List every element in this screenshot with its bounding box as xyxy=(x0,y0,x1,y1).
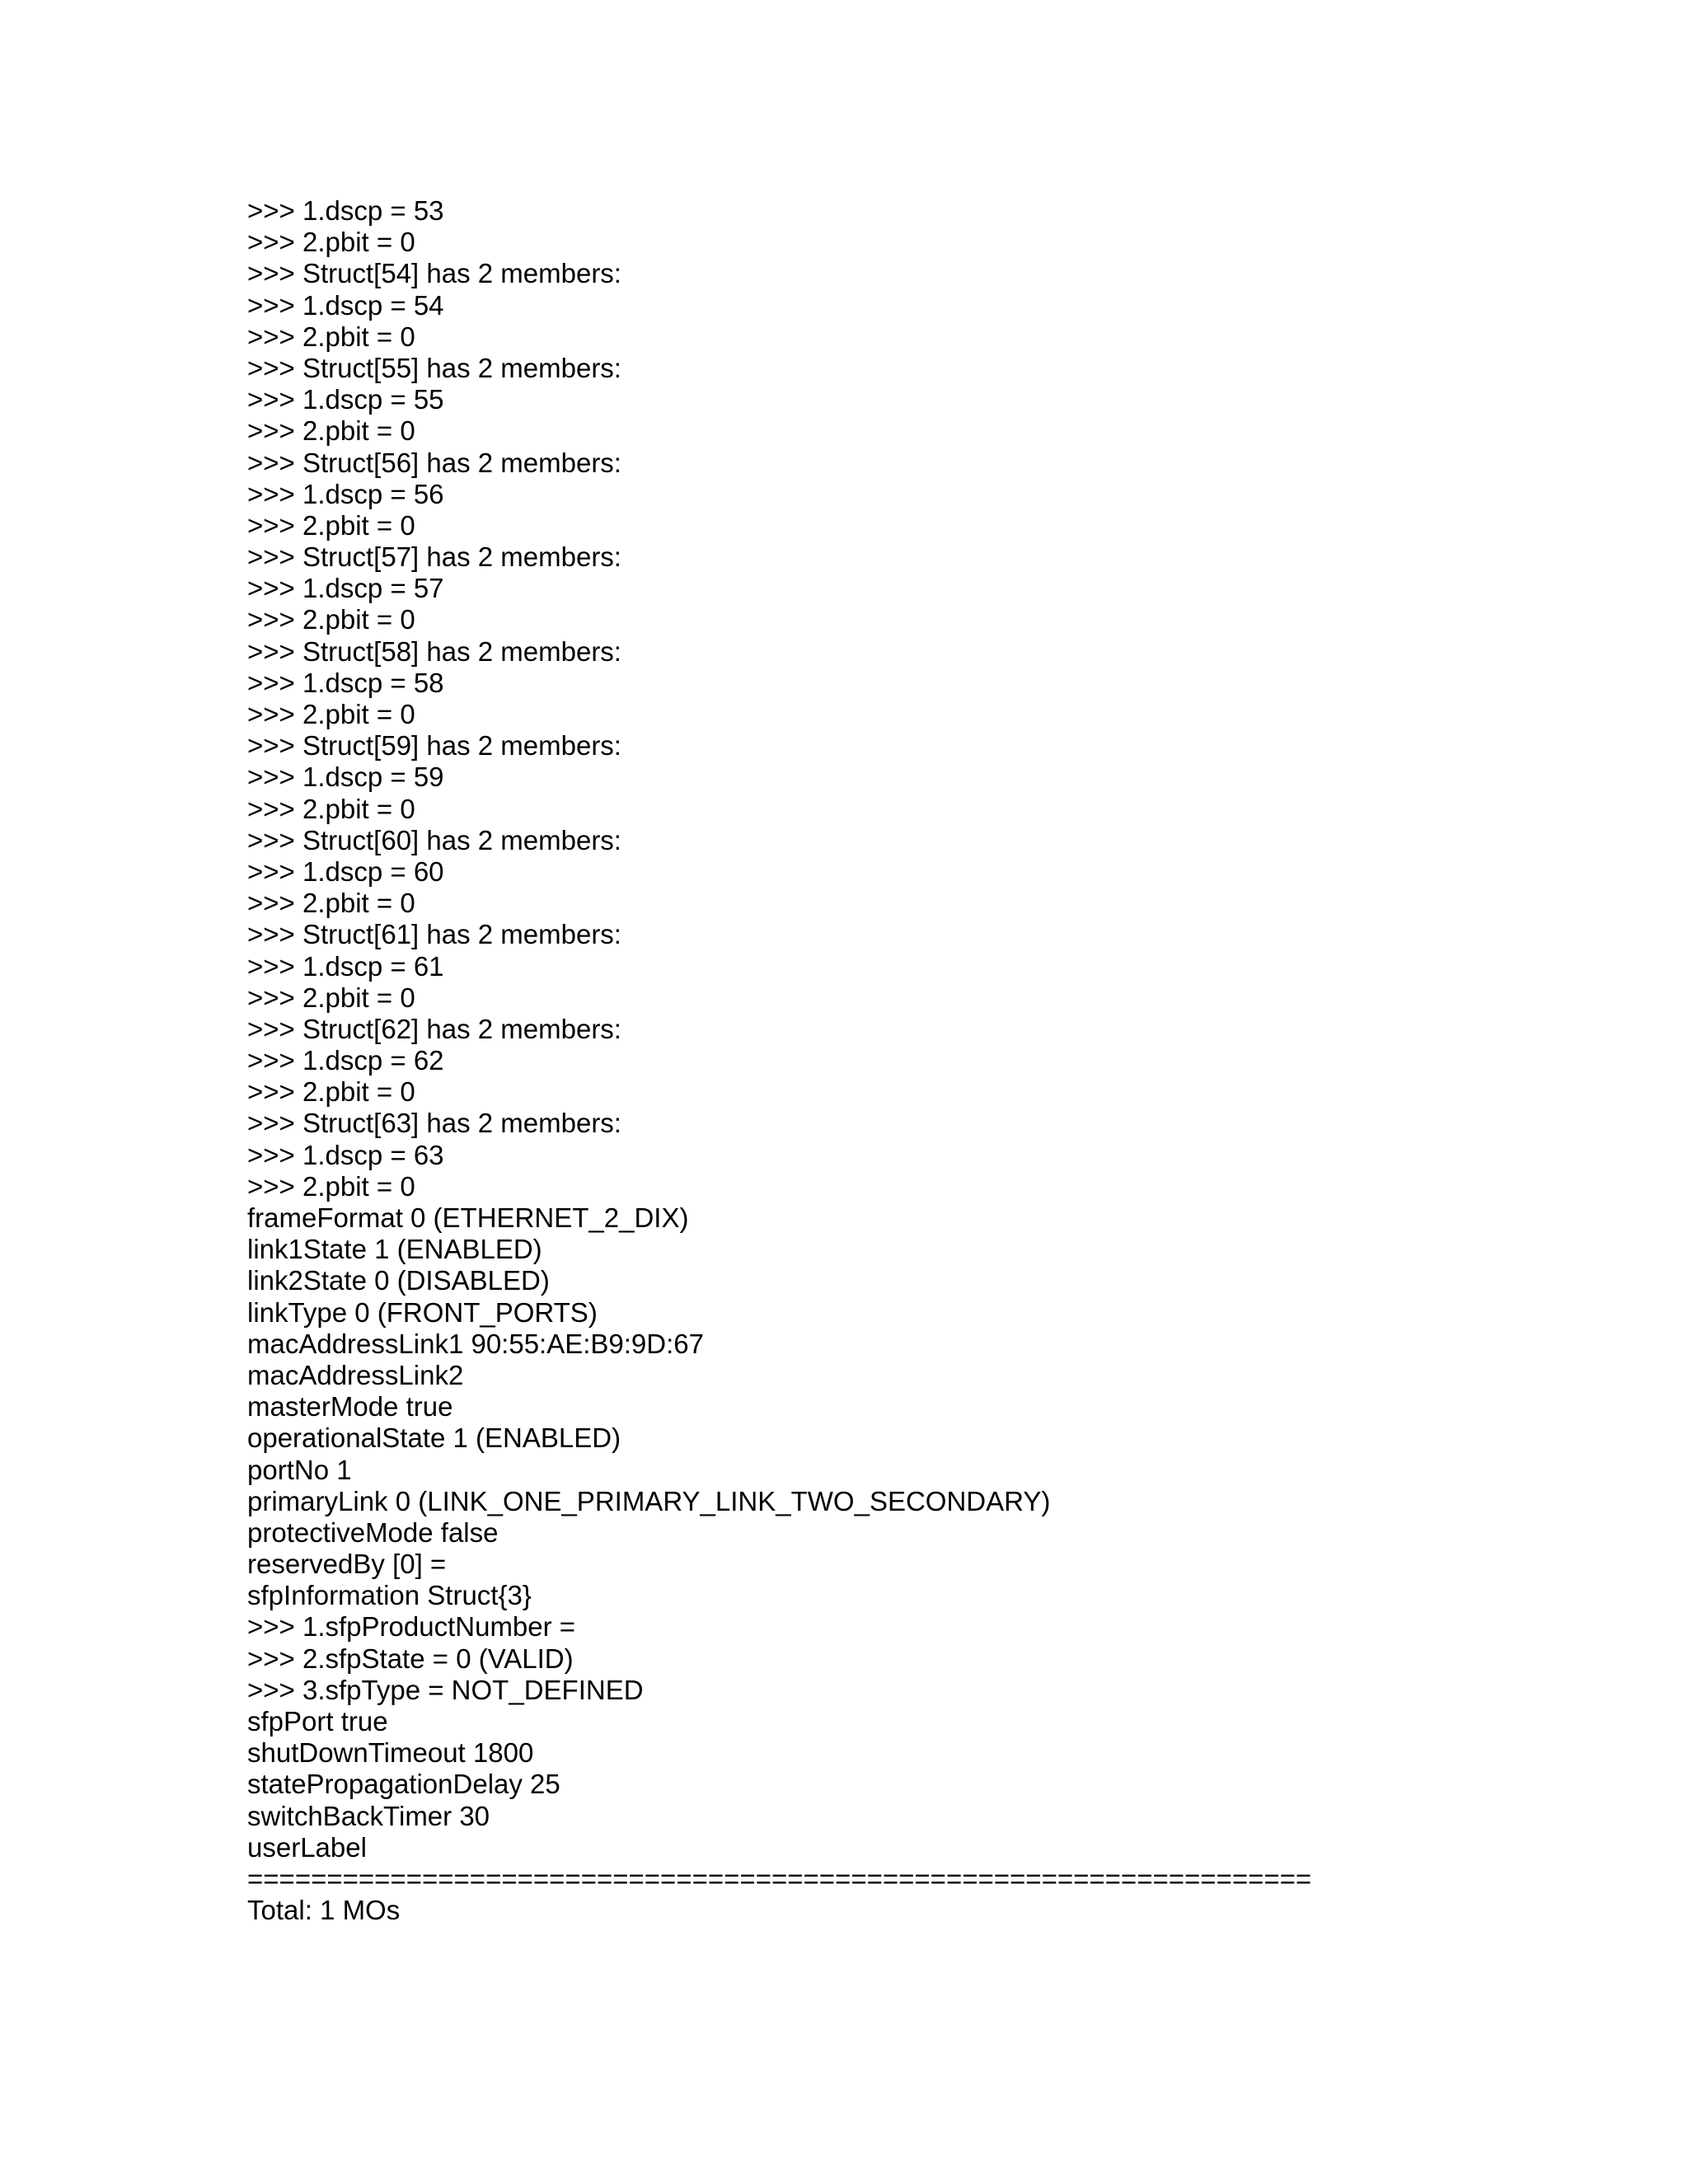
output-line: >>> 2.pbit = 0 xyxy=(247,1076,415,1108)
output-line: >>> 1.dscp = 57 xyxy=(247,573,444,604)
output-line: >>> Struct[62] has 2 members: xyxy=(247,1013,621,1044)
output-line: frameFormat 0 (ETHERNET_2_DIX) xyxy=(247,1202,689,1233)
output-line: >>> Struct[63] has 2 members: xyxy=(247,1108,621,1139)
output-line: switchBackTimer 30 xyxy=(247,1800,490,1831)
output-line: >>> Struct[60] has 2 members: xyxy=(247,824,621,855)
output-line: >>> 1.dscp = 60 xyxy=(247,855,444,887)
command-output-text xyxy=(247,195,1648,1926)
output-line: >>> 2.pbit = 0 xyxy=(247,982,415,1013)
output-line: >>> 1.dscp = 55 xyxy=(247,384,444,415)
output-line: >>> 2.pbit = 0 xyxy=(247,321,415,352)
output-line: Total: 1 MOs xyxy=(247,1895,401,1926)
output-line: >>> 2.pbit = 0 xyxy=(247,227,415,258)
output-line: link1State 1 (ENABLED) xyxy=(247,1234,542,1265)
output-line: >>> 1.dscp = 63 xyxy=(247,1139,444,1170)
output-line: >>> Struct[56] has 2 members: xyxy=(247,447,621,478)
output-line: >>> 1.dscp = 54 xyxy=(247,289,444,321)
output-line: portNo 1 xyxy=(247,1454,352,1485)
output-line: >>> 2.pbit = 0 xyxy=(247,699,415,729)
output-line: >>> Struct[59] has 2 members: xyxy=(247,730,621,762)
output-line: protectiveMode false xyxy=(247,1516,499,1548)
output-line: >>> 2.sfpState = 0 (VALID) xyxy=(247,1643,574,1674)
output-line: >>> 3.sfpType = NOT_DEFINED xyxy=(247,1674,644,1705)
output-line: primaryLink 0 (LINK_ONE_PRIMARY_LINK_TWO_SECONDARY) xyxy=(247,1485,1051,1516)
output-line: macAddressLink1 90:55:AE:B9:9D:67 xyxy=(247,1328,704,1359)
output-line: >>> 2.pbit = 0 xyxy=(247,509,415,541)
output-line: >>> 1.dscp = 56 xyxy=(247,478,444,509)
output-line: >>> 1.dscp = 62 xyxy=(247,1045,444,1076)
output-line: >>> 2.pbit = 0 xyxy=(247,1170,415,1202)
output-line: >>> 2.pbit = 0 xyxy=(247,888,415,919)
output-line: operationalState 1 (ENABLED) xyxy=(247,1422,621,1454)
output-line: >>> 1.sfpProductNumber = xyxy=(247,1611,576,1643)
output-line: >>> Struct[58] has 2 members: xyxy=(247,635,621,667)
output-line: >>> 2.pbit = 0 xyxy=(247,604,415,635)
output-line: >>> Struct[61] has 2 members: xyxy=(247,919,621,950)
output-line: >>> 1.dscp = 53 xyxy=(247,195,444,226)
output-line: >>> 2.pbit = 0 xyxy=(247,415,415,447)
output-line: >>> Struct[55] has 2 members: xyxy=(247,352,621,383)
output-line: sfpInformation Struct{3} xyxy=(247,1580,532,1611)
output-line: >>> Struct[57] has 2 members: xyxy=(247,541,621,573)
output-line: statePropagationDelay 25 xyxy=(247,1769,560,1800)
output-line: =================================================================== xyxy=(247,1863,1312,1894)
output-line: link2State 0 (DISABLED) xyxy=(247,1265,550,1296)
output-line: >>> 1.dscp = 58 xyxy=(247,667,444,698)
output-line: masterMode true xyxy=(247,1391,453,1422)
output-line: >>> 1.dscp = 59 xyxy=(247,762,444,793)
output-line: userLabel xyxy=(247,1831,367,1863)
output-line: sfpPort true xyxy=(247,1706,388,1736)
output-line: >>> Struct[54] has 2 members: xyxy=(247,258,621,289)
output-line: macAddressLink2 xyxy=(247,1359,464,1390)
output-line: shutDownTimeout 1800 xyxy=(247,1737,534,1769)
output-line: >>> 1.dscp = 61 xyxy=(247,950,444,982)
output-line: >>> 2.pbit = 0 xyxy=(247,793,415,824)
output-line: reservedBy [0] = xyxy=(247,1549,447,1580)
output-line: linkType 0 (FRONT_PORTS) xyxy=(247,1296,598,1328)
